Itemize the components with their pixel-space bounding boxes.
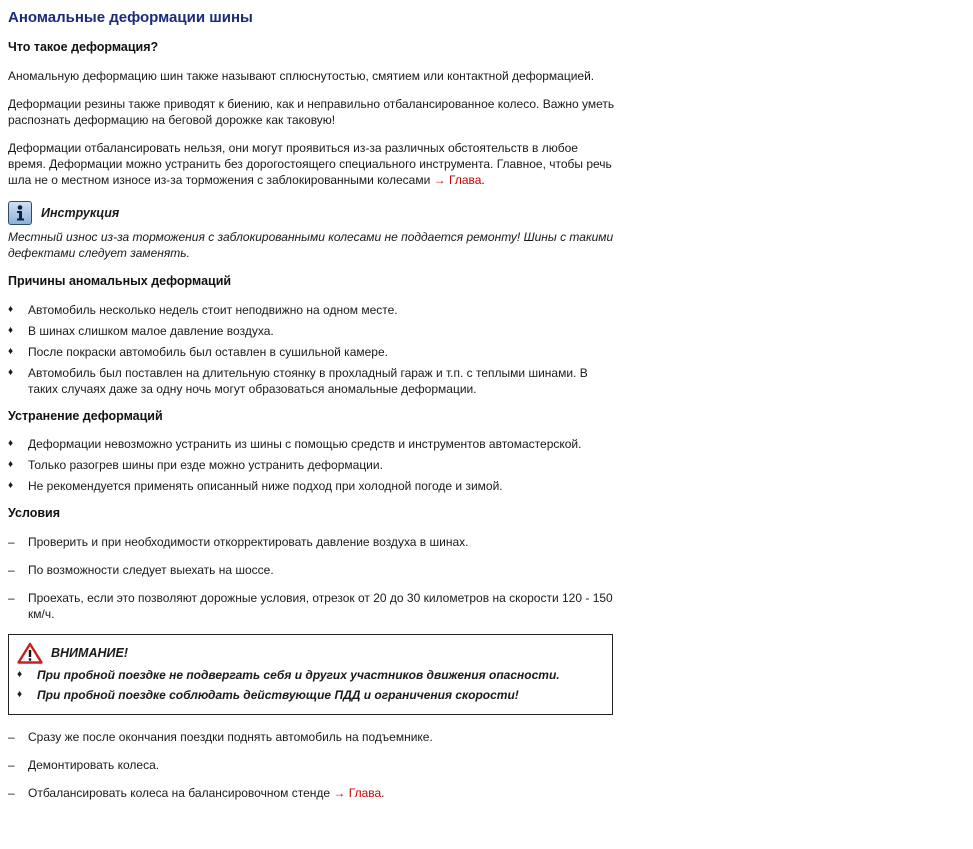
diamond-bullet-icon: ♦ <box>17 669 23 680</box>
diamond-bullet-icon: ♦ <box>8 459 14 470</box>
warning-box <box>8 634 613 715</box>
dash-bullet-icon: – <box>8 786 15 800</box>
list-item: ♦ Деформации невозможно устранить из шины с помощью средств и инструментов автомастерской. <box>8 437 582 451</box>
diamond-bullet-icon: ♦ <box>8 480 14 491</box>
after-steps-list <box>8 729 618 801</box>
diamond-bullet-icon: ♦ <box>8 438 14 449</box>
warning-header <box>17 641 604 665</box>
dash-bullet-icon: – <box>8 758 15 772</box>
list-item: ♦ В шинах слишком малое давление воздуха. <box>8 324 274 338</box>
chapter-link[interactable]: → Глава <box>433 173 482 187</box>
heading-causes: Причины аномальных деформаций <box>8 274 232 288</box>
fix-list <box>8 436 618 494</box>
list-item: ♦ Автомобиль несколько недель стоит неподвижно на одном месте. <box>8 303 398 317</box>
list-item: ♦ Только разогрев шины при езде можно устранить деформации. <box>8 458 383 472</box>
heading-what-is-deformation: Что такое деформация? <box>8 40 159 54</box>
heading-fix: Устранение деформаций <box>8 409 163 423</box>
list-item: ♦ После покраски автомобиль был оставлен в сушильной камере. <box>8 345 388 359</box>
diamond-bullet-icon: ♦ <box>8 346 14 357</box>
instruction-note-header <box>8 200 618 226</box>
content <box>8 39 618 813</box>
warning-list <box>17 667 604 703</box>
heading-conditions: Условия <box>8 506 61 520</box>
list-item: ♦ Не рекомендуется применять описанный ниже подход при холодной погоде и зимой. <box>8 479 503 493</box>
list-item: ♦ Автомобиль был поставлен на длительную стоянку в прохладный гараж и т.п. с теплыми шинами. В таких случаях даже за одну ночь могут образоваться аномальные деформации. <box>8 366 588 396</box>
list-item: – Сразу же после окончания поездки поднять автомобиль на подъемнике. <box>8 730 433 744</box>
diamond-bullet-icon: ♦ <box>8 304 14 315</box>
conditions-list <box>8 534 618 622</box>
list-item: – По возможности следует выехать на шоссе. <box>8 563 274 577</box>
paragraph-balance: Деформации отбалансировать нельзя, они могут проявиться из-за различных обстоятельств в любое время. Деформации можно устранить без дорогостоящего специального инструмента. Главное, чтобы речь шла не о местном износе из-за торможения с заблокированными колесами → Глава. <box>8 141 612 187</box>
diamond-bullet-icon: ♦ <box>8 325 14 336</box>
paragraph-runout: Деформации резины также приводят к биению, как и неправильно отбалансированное колесо. Важно уметь распознать деформацию на беговой дорожке как таковую! <box>8 97 615 127</box>
list-item: – Проверить и при необходимости откорректировать давление воздуха в шинах. <box>8 535 469 549</box>
diamond-bullet-icon: ♦ <box>8 367 14 378</box>
paragraph-definition: Аномальную деформацию шин также называют сплюснутостью, смятием или контактной деформацией. <box>8 69 595 83</box>
list-item: – Демонтировать колеса. <box>8 758 160 772</box>
instruction-text: Местный износ из-за торможения с заблокированными колесами не поддается ремонту! Шины с такими дефектами следует заменять. <box>8 230 614 260</box>
warning-title: ВНИМАНИЕ! <box>51 646 129 660</box>
dash-bullet-icon: – <box>8 563 15 577</box>
dash-bullet-icon: – <box>8 730 15 744</box>
warning-triangle-icon <box>17 642 43 664</box>
info-icon <box>8 201 32 225</box>
list-item: ♦ При пробной поездке соблюдать действующие ПДД и ограничения скорости! <box>17 688 519 702</box>
chapter-link[interactable]: → Глава <box>333 786 382 800</box>
paragraph-balance-text: Деформации отбалансировать нельзя, они могут проявиться из-за различных обстоятельств в любое время. Деформации можно устранить без дорогостоящего специального инструмента. Главное, чтобы речь шла не о местном износе из-за торможения с заблокированными колесами <box>8 141 612 187</box>
causes-list <box>8 302 618 397</box>
list-item: – Отбалансировать колеса на балансировочном стенде → Глава. <box>8 786 385 800</box>
list-item: – Проехать, если это позволяют дорожные условия, отрезок от 20 до 30 километров на скорости 120 - 150 км/ч. <box>8 591 613 621</box>
dash-bullet-icon: – <box>8 591 15 605</box>
instruction-title: Инструкция <box>41 206 120 220</box>
diamond-bullet-icon: ♦ <box>17 689 23 700</box>
page-title: Аномальные деформации шины <box>8 9 253 26</box>
list-item: ♦ При пробной поездке не подвергать себя и других участников движения опасности. <box>17 668 560 682</box>
dash-bullet-icon: – <box>8 535 15 549</box>
